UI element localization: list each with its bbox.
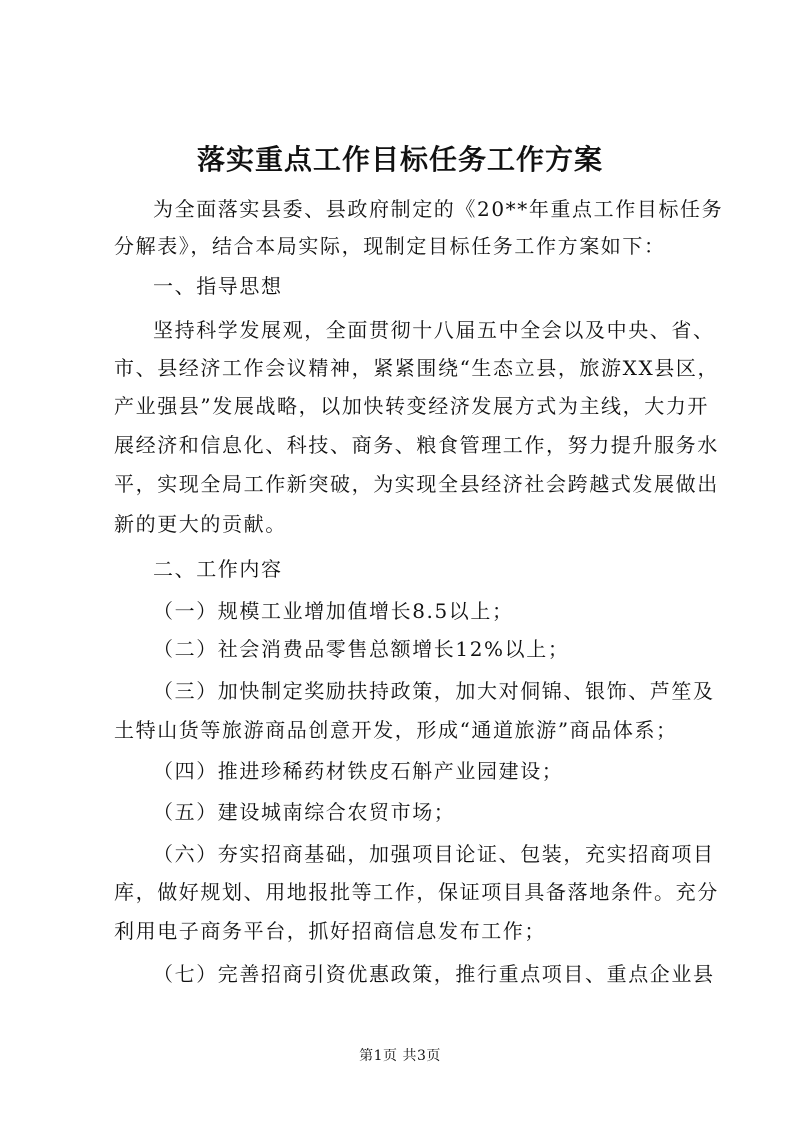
document-title: 落实重点工作目标任务工作方案 (196, 143, 603, 176)
list-item: （七）完善招商引资优惠政策，推行重点项目、重点企业县 (153, 962, 715, 986)
list-item: （五）建设城南综合农贸市场； (153, 800, 456, 824)
paragraph-line: 新的更大的贡献。 (114, 512, 287, 536)
paragraph-line: 坚持科学发展观，全面贯彻十八届五中全会以及中央、省、 (153, 318, 715, 342)
paragraph-line: 平，实现全局工作新突破，为实现全县经济社会跨越式发展做出 (114, 472, 719, 496)
list-item: （四）推进珍稀药材铁皮石斛产业园建设； (153, 759, 564, 783)
list-item: （三）加快制定奖励扶持政策，加大对侗锦、银饰、芦笙及 (153, 679, 715, 703)
paragraph-line: 市、县经济工作会议精神，紧紧围绕“生态立县，旅游XX县区， (114, 356, 720, 380)
paragraph-line: 展经济和信息化、科技、商务、粮食管理工作，努力提升服务水 (114, 433, 719, 457)
list-item: （二）社会消费品零售总额增长12%以上； (153, 637, 570, 661)
list-item: （六）夯实招商基础，加强项目论证、包装，充实招商项目 (153, 842, 715, 866)
section-heading: 一、指导思想 (153, 274, 283, 298)
page-number: 第1页 共3页 (359, 1048, 441, 1064)
section-heading: 二、工作内容 (153, 557, 283, 581)
list-item: 利用电子商务平台，抓好招商信息发布工作； (114, 919, 546, 943)
list-item: 土特山货等旅游商品创意开发，形成“通道旅游”商品体系； (114, 718, 678, 742)
paragraph-line: 产业强县”发展战略，以加快转变经济发展方式为主线，大力开 (114, 394, 710, 418)
list-item: （一）规模工业增加值增长8.5以上； (153, 599, 514, 623)
paragraph-line: 分解表》，结合本局实际，现制定目标任务工作方案如下： (114, 234, 666, 258)
list-item: 库，做好规划、用地报批等工作，保证项目具备落地条件。充分 (114, 880, 719, 904)
paragraph-line: 为全面落实县委、县政府制定的《20**年重点工作目标任务 (153, 197, 724, 221)
